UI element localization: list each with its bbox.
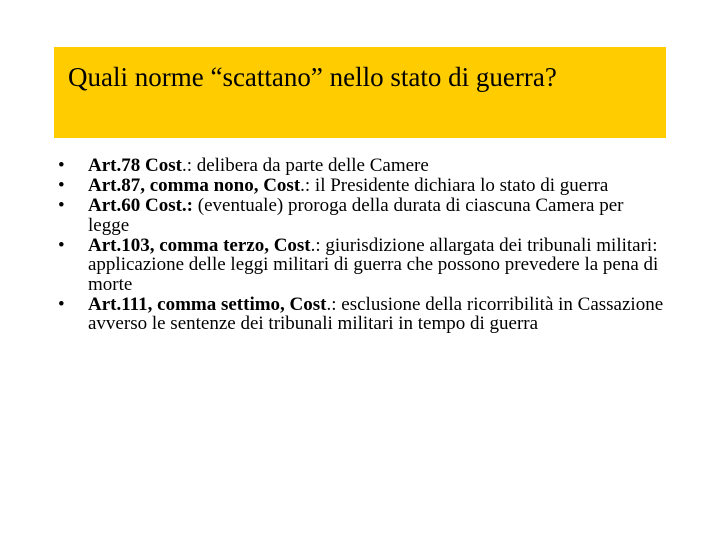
- bullet-icon: •: [58, 195, 65, 216]
- article-description: .: delibera da parte delle Camere: [181, 155, 429, 176]
- article-description: (eventuale) proroga della durata di ciascuna Camera per legge: [88, 195, 624, 236]
- bullet-icon: •: [58, 293, 65, 315]
- article-description: .: giurisdizione allargata dei tribunali militari: applicazione delle leggi militari di guerra che possono prevedere la pena di morte: [88, 234, 659, 295]
- bullet-icon: •: [58, 234, 65, 256]
- list-item: [58, 196, 668, 235]
- list-item: [58, 236, 668, 295]
- list-item: [58, 156, 668, 176]
- article-reference: Art.60 Cost.:: [88, 195, 194, 216]
- article-description: .: esclusione della ricorribilità in Cassazione avverso le sentenze dei tribunali militari in tempo di guerra: [88, 293, 664, 334]
- list-item: [58, 176, 668, 196]
- bullet-list: [58, 156, 668, 334]
- bullet-icon: •: [58, 155, 65, 176]
- article-reference: Art.103, comma terzo, Cost: [88, 234, 311, 256]
- article-description: .: il Presidente dichiara lo stato di guerra: [300, 175, 609, 196]
- title-banner: [54, 47, 666, 138]
- article-reference: Art.78 Cost: [88, 155, 182, 176]
- article-reference: Art.87, comma nono, Cost: [88, 175, 301, 196]
- list-item: [58, 295, 668, 334]
- article-reference: Art.111, comma settimo, Cost: [88, 293, 327, 315]
- slide-title: Quali norme “scattano” nello stato di guerra?: [68, 62, 557, 92]
- bullet-icon: •: [58, 175, 65, 196]
